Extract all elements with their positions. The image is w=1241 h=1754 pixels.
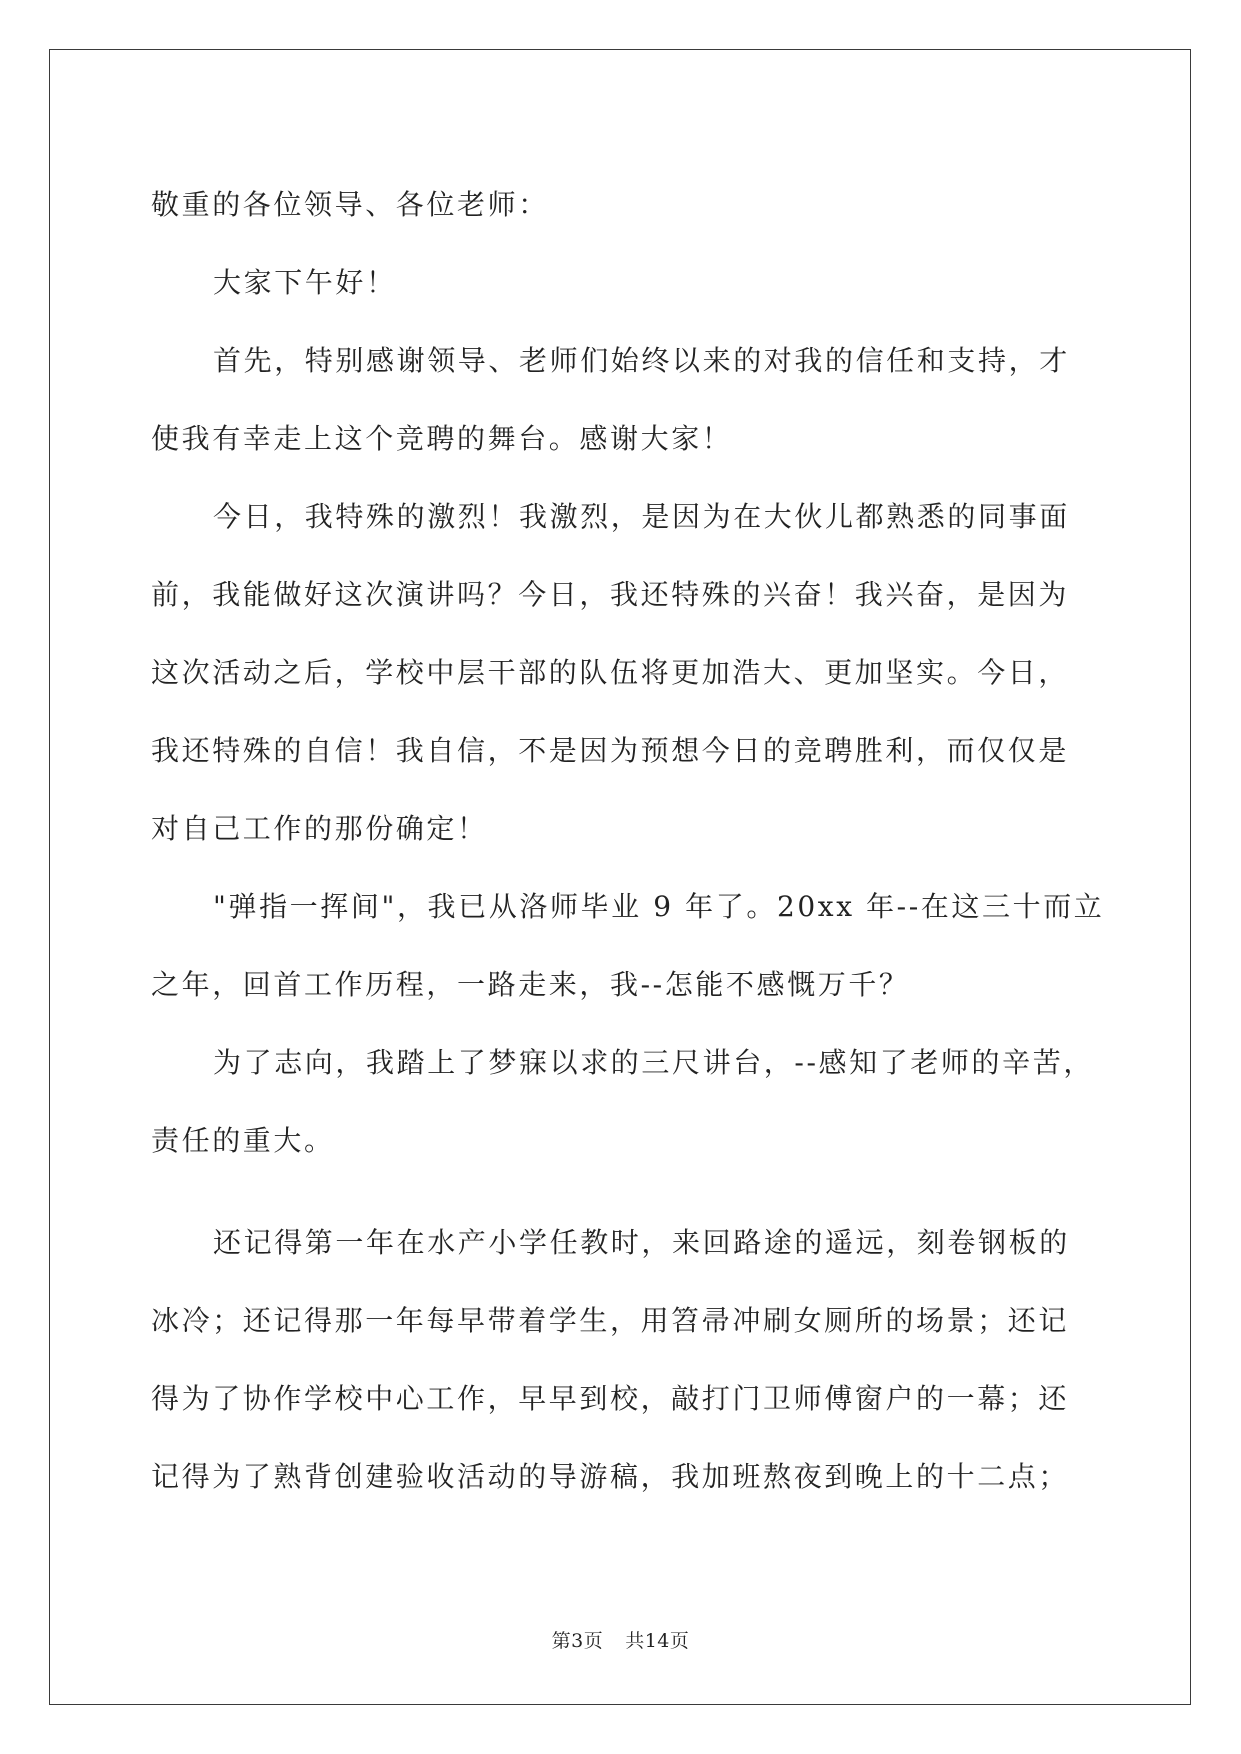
text-line: 首先，特别感谢领导、老师们始终以来的对我的信任和支持，才 — [213, 344, 1070, 377]
text-line: "弹指一挥间"，我已从洛师毕业 9 年了。20xx 年--在这三十而立 — [213, 890, 1105, 923]
text-line: 今日，我特殊的激烈！我激烈，是因为在大伙儿都熟悉的同事面 — [213, 500, 1070, 533]
paragraph-graduation — [151, 868, 1105, 1024]
current-page-label: 第3页 — [551, 1630, 604, 1652]
total-pages-label: 共14页 — [625, 1630, 690, 1652]
paragraph-feelings — [151, 478, 1091, 868]
paragraph-memories — [151, 1204, 1091, 1516]
text-line: 冰冷；还记得那一年每早带着学生，用笤帚冲刷女厕所的场景；还记 — [151, 1304, 1070, 1337]
paragraph-thanks — [151, 322, 1091, 478]
text-line: 记得为了熟背创建验收活动的导游稿，我加班熬夜到晚上的十二点； — [151, 1460, 1070, 1493]
text-line: 之年，回首工作历程，一路走来，我--怎能不感慨万千？ — [151, 968, 910, 1001]
text-line: 得为了协作学校中心工作，早早到校，敲打门卫师傅窗户的一幕；还 — [151, 1382, 1070, 1415]
text-line: 我还特殊的自信！我自信，不是因为预想今日的竞聘胜利，而仅仅是 — [151, 734, 1070, 767]
paragraph-salutation — [151, 166, 1091, 244]
paragraph-ambition — [151, 1024, 1094, 1180]
text-line: 责任的重大。 — [151, 1124, 335, 1157]
document-body — [151, 166, 1105, 1516]
text-line: 前，我能做好这次演讲吗？今日，我还特殊的兴奋！我兴奋，是因为 — [151, 578, 1070, 611]
text-line: 使我有幸走上这个竞聘的舞台。感谢大家！ — [151, 422, 733, 455]
text-line: 对自己工作的那份确定！ — [151, 812, 488, 845]
text-line: 这次活动之后，学校中层干部的队伍将更加浩大、更加坚实。今日， — [151, 656, 1070, 689]
page-footer — [0, 1626, 1241, 1653]
text-line: 大家下午好！ — [213, 266, 397, 299]
text-line: 为了志向，我踏上了梦寐以求的三尺讲台，--感知了老师的辛苦， — [213, 1046, 1094, 1079]
paragraph-gap — [151, 1180, 1091, 1204]
text-line: 还记得第一年在水产小学任教时，来回路途的遥远，刻卷钢板的 — [213, 1226, 1070, 1259]
text-line: 敬重的各位领导、各位老师： — [151, 188, 549, 221]
paragraph-greeting — [151, 244, 1091, 322]
